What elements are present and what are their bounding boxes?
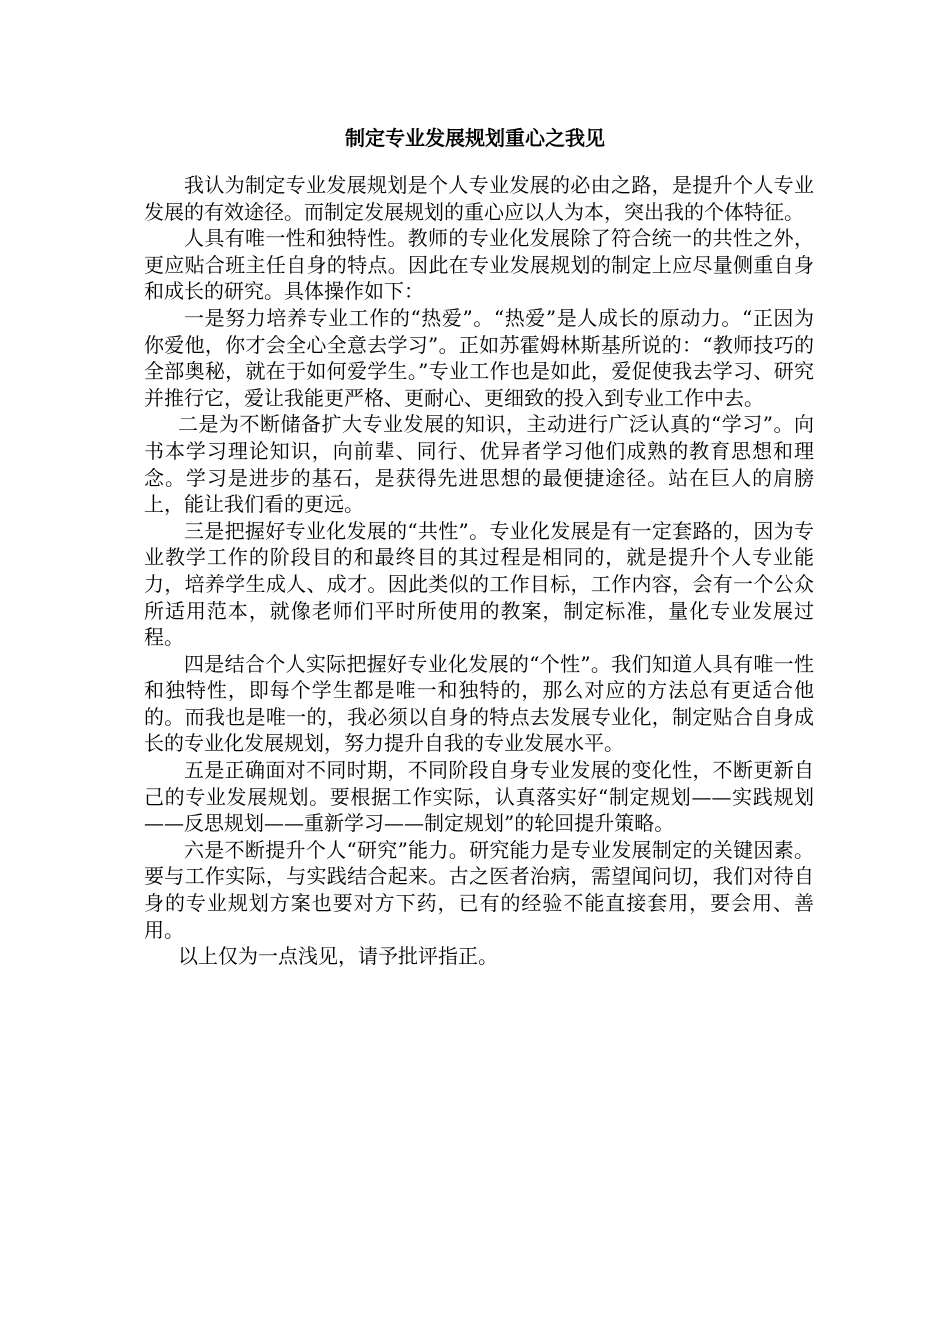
paragraph-point-two: 二是为不断储备扩大专业发展的知识，主动进行广泛认真的“学习”。向书本学习理论知识，向前辈、同行、优异者学习他们成熟的教育思想和理念。学习是进步的基石，是获得先进思想的最便捷途径。站在巨人的肩膀上，能让我们看的更远。 bbox=[144, 412, 814, 517]
paragraph-point-three: 三是把握好专业化发展的“共性”。专业化发展是有一定套路的，因为专业教学工作的阶段目的和最终目的其过程是相同的，就是提升个人专业能力，培养学生成人、成才。因此类似的工作目标，工作内容，会有一个公众所适用范本，就像老师们平时所使用的教案，制定标准，量化专业发展过程。 bbox=[144, 518, 814, 650]
document-title: 制定专业发展规划重心之我见 bbox=[345, 126, 605, 150]
paragraph-intro: 我认为制定专业发展规划是个人专业发展的必由之路，是提升个人专业发展的有效途径。而制定发展规划的重心应以人为本，突出我的个体特征。 bbox=[144, 173, 814, 224]
paragraph-point-six: 六是不断提升个人“研究”能力。研究能力是专业发展制定的关键因素。要与工作实际，与实践结合起来。古之医者治病，需望闻问切，我们对待自身的专业规划方案也要对方下药，已有的经验不能直接套用，要会用、善用。 bbox=[144, 837, 814, 942]
paragraph-uniqueness: 人具有唯一性和独特性。教师的专业化发展除了符合统一的共性之外，更应贴合班主任自身的特点。因此在专业发展规划的制定上应尽量侧重自身和成长的研究。具体操作如下： bbox=[144, 226, 814, 304]
document-body bbox=[144, 172, 814, 970]
paragraph-point-four: 四是结合个人实际把握好专业化发展的“个性”。我们知道人具有唯一性和独特性，即每个学生都是唯一和独特的，那么对应的方法总有更适合他的。而我也是唯一的，我必须以自身的特点去发展专业化，制定贴合自身成长的专业化发展规划，努力提升自我的专业发展水平。 bbox=[144, 651, 814, 756]
paragraph-point-five: 五是正确面对不同时期，不同阶段自身专业发展的变化性，不断更新自己的专业发展规划。要根据工作实际，认真落实好“制定规划——实践规划——反思规划——重新学习——制定规划”的轮回提升策略。 bbox=[144, 758, 814, 836]
paragraph-closing: 以上仅为一点浅见，请予批评指正。 bbox=[178, 944, 498, 969]
paragraph-point-one: 一是努力培养专业工作的“热爱”。“热爱”是人成长的原动力。“正因为你爱他，你才会全心全意去学习”。正如苏霍姆林斯基所说的：“教师技巧的全部奥秘，就在于如何爱学生。”专业工作也是如此，爱促使我去学习、研究并推行它，爱让我能更严格、更耐心、更细致的投入到专业工作中去。 bbox=[144, 305, 814, 410]
